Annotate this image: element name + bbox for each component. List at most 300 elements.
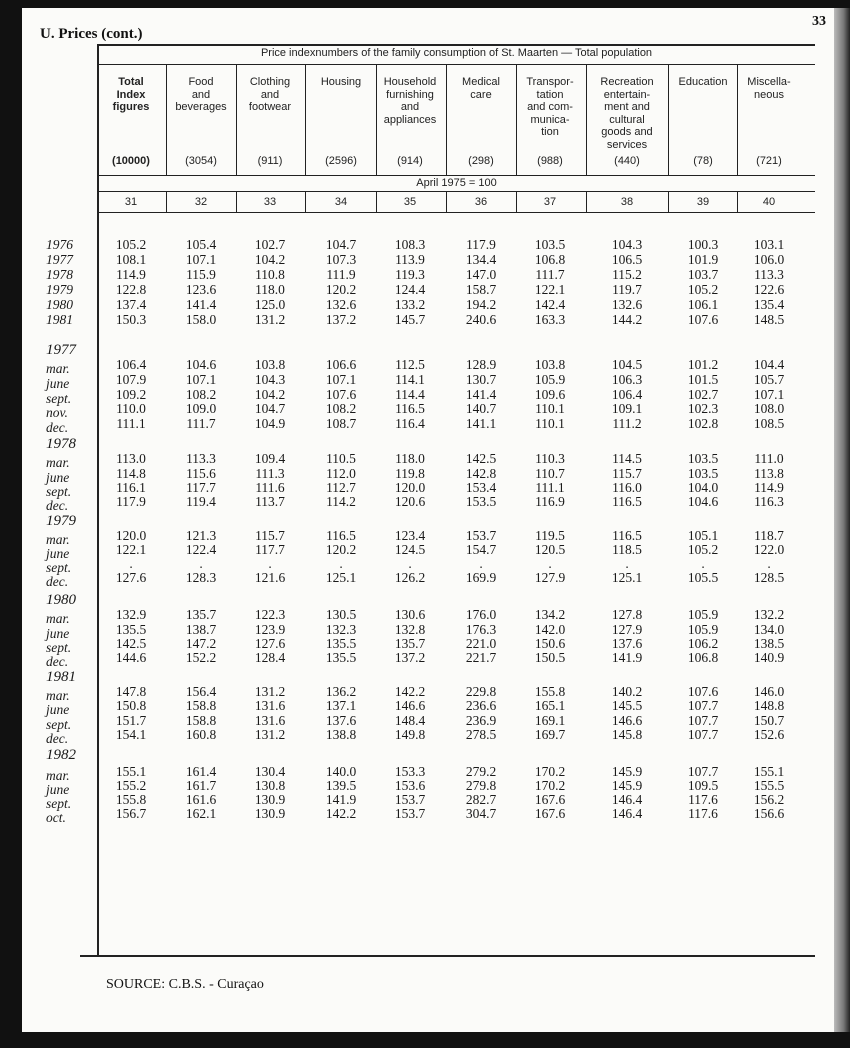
- table-cell: 130.7: [465, 372, 497, 387]
- column-header: Education: [678, 76, 728, 88]
- table-cell: 154.1: [115, 727, 147, 742]
- table-cell: 169.9: [465, 570, 497, 585]
- table-cell: 131.2: [254, 727, 286, 742]
- table-cell: 110.3: [535, 451, 565, 466]
- table-cell: 109.0: [185, 401, 217, 416]
- table-cell: 116.5: [612, 494, 642, 509]
- table-cell: 107.7: [687, 764, 719, 779]
- column-number: 37: [543, 196, 557, 208]
- table-cell: 108.0: [753, 401, 785, 416]
- table-cell: 132.2: [753, 607, 785, 622]
- table-cell: 144.2: [611, 312, 643, 327]
- table-cell: 120.2: [325, 282, 357, 297]
- table-cell: 112.5: [395, 357, 425, 372]
- column-weight: (10000): [112, 155, 150, 167]
- table-cell: 137.6: [325, 713, 357, 728]
- table-cell: 103.8: [534, 357, 566, 372]
- table-cell: .: [479, 556, 483, 571]
- table-cell: 162.1: [185, 806, 217, 821]
- table-cell: 115.9: [186, 267, 216, 282]
- table-cell: 170.2: [534, 764, 566, 779]
- table-cell: 155.8: [115, 792, 147, 807]
- column-header: Miscella- neous: [747, 76, 791, 101]
- table-cell: 103.5: [687, 451, 719, 466]
- table-cell: 142.8: [465, 466, 497, 481]
- table-cell: 113.3: [186, 451, 216, 466]
- table-cell: 110.5: [326, 451, 356, 466]
- table-cell: 156.2: [753, 792, 785, 807]
- table-cell: 121.6: [254, 570, 286, 585]
- table-cell: 114.8: [116, 466, 146, 481]
- column-divider: [586, 64, 587, 175]
- table-cell: 106.6: [325, 357, 357, 372]
- table-cell: 119.3: [395, 267, 425, 282]
- row-label: june: [46, 702, 70, 717]
- table-cell: 107.6: [687, 312, 719, 327]
- table-cell: 113.9: [395, 252, 425, 267]
- row-label: dec.: [46, 574, 69, 589]
- table-cell: 111.1: [116, 416, 146, 431]
- table-cell: 118.0: [255, 282, 285, 297]
- table-cell: 132.6: [325, 297, 357, 312]
- table-cell: 137.1: [325, 698, 357, 713]
- row-label: dec.: [46, 731, 69, 746]
- table-cell: 107.1: [185, 372, 217, 387]
- table-cell: 104.2: [254, 252, 286, 267]
- table-cell: 107.6: [687, 684, 719, 699]
- table-cell: 176.0: [465, 607, 497, 622]
- table-cell: 105.2: [687, 542, 719, 557]
- table-cell: 146.0: [753, 684, 785, 699]
- table-cell: 155.8: [534, 684, 566, 699]
- table-cell: 130.9: [254, 792, 286, 807]
- table-cell: 146.6: [611, 713, 643, 728]
- table-cell: 111.9: [326, 267, 356, 282]
- table-cell: 140.9: [753, 650, 785, 665]
- table-cell: 153.6: [394, 778, 426, 793]
- column-header: Household furnishing and appliances: [383, 76, 437, 126]
- table-cell: 221.7: [465, 650, 497, 665]
- table-cell: 117.7: [186, 480, 216, 495]
- group-year-label: 1980: [46, 592, 76, 608]
- table-cell: 102.8: [687, 416, 719, 431]
- table-cell: 169.7: [534, 727, 566, 742]
- table-cell: 113.7: [255, 494, 285, 509]
- table-cell: 116.5: [612, 528, 642, 543]
- table-cell: 125.1: [325, 570, 357, 585]
- table-cell: 140.7: [465, 401, 497, 416]
- table-cell: 107.7: [687, 698, 719, 713]
- table-cell: 102.7: [687, 387, 719, 402]
- table-cell: 146.6: [394, 698, 426, 713]
- table-cell: 160.8: [185, 727, 217, 742]
- table-cell: 119.8: [395, 466, 425, 481]
- table-cell: 109.4: [254, 451, 286, 466]
- table-cell: 103.8: [254, 357, 286, 372]
- table-cell: 110.0: [116, 401, 146, 416]
- table-cell: 117.9: [466, 237, 496, 252]
- table-cell: 153.7: [394, 792, 426, 807]
- table-cell: 111.6: [255, 480, 285, 495]
- row-label: mar.: [46, 611, 70, 626]
- table-cell: 135.7: [394, 636, 426, 651]
- section-title: U. Prices (cont.): [40, 26, 143, 42]
- table-cell: 114.2: [326, 494, 356, 509]
- table-cell: 278.5: [465, 727, 497, 742]
- row-label: june: [46, 626, 70, 641]
- table-cell: 131.2: [254, 684, 286, 699]
- table-cell: 108.1: [115, 252, 147, 267]
- table-cell: 115.7: [612, 466, 642, 481]
- column-number: 38: [620, 196, 634, 208]
- table-cell: 114.9: [116, 267, 146, 282]
- table-cell: 104.3: [611, 237, 643, 252]
- group-year-label: 1982: [46, 747, 76, 763]
- table-cell: 153.4: [465, 480, 497, 495]
- page-edge: [834, 8, 850, 1032]
- table-cell: 104.0: [687, 480, 719, 495]
- table-cell: 150.5: [534, 650, 566, 665]
- row-label: sept.: [46, 391, 72, 406]
- table-cell: 120.6: [394, 494, 426, 509]
- table-cell: 126.2: [394, 570, 426, 585]
- table-cell: 122.3: [254, 607, 286, 622]
- table-cell: 137.4: [115, 297, 147, 312]
- table-cell: 145.9: [611, 764, 643, 779]
- table-cell: 148.4: [394, 713, 426, 728]
- table-cell: 155.5: [753, 778, 785, 793]
- row-label: sept.: [46, 640, 72, 655]
- table-cell: 128.5: [753, 570, 785, 585]
- table-cell: 134.2: [534, 607, 566, 622]
- table-cell: 145.9: [611, 778, 643, 793]
- table-cell: 240.6: [465, 312, 497, 327]
- table-cell: 104.5: [611, 357, 643, 372]
- table-cell: 304.7: [465, 806, 497, 821]
- column-weight: (914): [397, 155, 423, 167]
- row-label: june: [46, 376, 70, 391]
- table-cell: 137.2: [325, 312, 357, 327]
- table-cell: 102.3: [687, 401, 719, 416]
- table-cell: 105.2: [687, 282, 719, 297]
- row-label: mar.: [46, 532, 70, 547]
- table-cell: 103.5: [687, 466, 719, 481]
- table-cell: 106.8: [687, 650, 719, 665]
- table-cell: 117.7: [255, 542, 285, 557]
- row-label: mar.: [46, 455, 70, 470]
- table-cell: .: [268, 556, 272, 571]
- table-cell: 145.5: [611, 698, 643, 713]
- table-cell: 106.1: [687, 297, 719, 312]
- table-cell: 104.7: [325, 237, 357, 252]
- table-cell: 161.7: [185, 778, 217, 793]
- table-cell: 120.5: [534, 542, 566, 557]
- column-weight: (78): [693, 155, 713, 167]
- table-cell: 141.4: [185, 297, 217, 312]
- table-cell: 116.1: [116, 480, 146, 495]
- table-cell: 127.8: [611, 607, 643, 622]
- table-cell: .: [548, 556, 552, 571]
- table-cell: 155.1: [115, 764, 147, 779]
- table-cell: 153.7: [394, 806, 426, 821]
- table-cell: 153.7: [465, 528, 497, 543]
- row-label: june: [46, 782, 70, 797]
- table-cell: 236.9: [465, 713, 497, 728]
- row-label: dec.: [46, 498, 69, 513]
- table-cell: 132.8: [394, 622, 426, 637]
- table-cell: 122.6: [753, 282, 785, 297]
- table-cell: 124.4: [394, 282, 426, 297]
- table-cell: 147.8: [115, 684, 147, 699]
- table-cell: 279.8: [465, 778, 497, 793]
- table-cell: 104.6: [185, 357, 217, 372]
- table-cell: 147.2: [185, 636, 217, 651]
- table-cell: 100.3: [687, 237, 719, 252]
- column-number: 33: [263, 196, 277, 208]
- table-cell: 130.5: [325, 607, 357, 622]
- table-cell: 105.1: [687, 528, 719, 543]
- column-header: Transpor- tation and com- munica- tion: [526, 76, 574, 138]
- table-cell: 128.3: [185, 570, 217, 585]
- table-cell: 101.5: [687, 372, 719, 387]
- row-label: mar.: [46, 768, 70, 783]
- table-cell: 119.4: [186, 494, 216, 509]
- table-cell: 142.5: [115, 636, 147, 651]
- table-cell: 279.2: [465, 764, 497, 779]
- table-cell: 109.5: [687, 778, 719, 793]
- table-cell: 107.7: [687, 727, 719, 742]
- table-cell: 282.7: [465, 792, 497, 807]
- table-cell: 113.0: [116, 451, 146, 466]
- table-cell: 122.4: [185, 542, 217, 557]
- table-cell: 114.1: [395, 372, 425, 387]
- table-cell: 156.7: [115, 806, 147, 821]
- column-divider: [586, 191, 587, 212]
- table-cell: 135.5: [115, 622, 147, 637]
- table-cell: 119.7: [612, 282, 642, 297]
- table-cell: 101.2: [687, 357, 719, 372]
- table-cell: 118.5: [612, 542, 642, 557]
- table-cell: 150.6: [534, 636, 566, 651]
- table-cell: 137.6: [611, 636, 643, 651]
- base-rule: [97, 191, 815, 192]
- table-cell: 141.1: [465, 416, 497, 431]
- table-cell: 101.9: [687, 252, 719, 267]
- caption-rule: [97, 64, 815, 65]
- table-cell: 121.3: [185, 528, 217, 543]
- page-number: 33: [812, 14, 826, 29]
- table-cell: 123.9: [254, 622, 286, 637]
- table-cell: 131.6: [254, 713, 286, 728]
- table-cell: 107.1: [325, 372, 357, 387]
- row-label: sept.: [46, 484, 72, 499]
- table-cell: 130.8: [254, 778, 286, 793]
- group-year-label: 1977: [46, 342, 76, 358]
- column-number: 32: [194, 196, 208, 208]
- table-cell: 142.2: [394, 684, 426, 699]
- table-cell: 135.5: [325, 650, 357, 665]
- row-label: mar.: [46, 361, 70, 376]
- table-cell: 109.2: [115, 387, 147, 402]
- table-cell: 114.9: [754, 480, 784, 495]
- table-cell: 111.2: [612, 416, 642, 431]
- table-cell: 122.1: [115, 542, 147, 557]
- table-cell: 127.6: [115, 570, 147, 585]
- table-cell: 105.4: [185, 237, 217, 252]
- table-top-rule: [97, 44, 815, 46]
- table-cell: 142.2: [325, 806, 357, 821]
- column-weight: (988): [537, 155, 563, 167]
- table-cell: 138.8: [325, 727, 357, 742]
- table-cell: 120.0: [394, 480, 426, 495]
- table-cell: 148.8: [753, 698, 785, 713]
- table-cell: 127.9: [611, 622, 643, 637]
- table-cell: 141.9: [325, 792, 357, 807]
- table-cell: 111.7: [535, 267, 565, 282]
- table-cell: 221.0: [465, 636, 497, 651]
- table-cell: 161.6: [185, 792, 217, 807]
- table-cell: 142.4: [534, 297, 566, 312]
- table-cell: 105.9: [687, 607, 719, 622]
- row-label: june: [46, 470, 70, 485]
- table-cell: 134.0: [753, 622, 785, 637]
- column-weight: (3054): [185, 155, 217, 167]
- table-cell: 108.5: [753, 416, 785, 431]
- table-cell: 128.4: [254, 650, 286, 665]
- table-cell: 158.8: [185, 713, 217, 728]
- table-cell: 154.7: [465, 542, 497, 557]
- row-label: dec.: [46, 654, 69, 669]
- header-rule: [97, 175, 815, 176]
- table-cell: 103.7: [687, 267, 719, 282]
- table-cell: 128.9: [465, 357, 497, 372]
- table-cell: 103.5: [534, 237, 566, 252]
- group-year-label: 1981: [46, 669, 76, 685]
- table-cell: 130.4: [254, 764, 286, 779]
- table-cell: 140.2: [611, 684, 643, 699]
- table-cell: 133.2: [394, 297, 426, 312]
- table-cell: 106.4: [115, 357, 147, 372]
- table-cell: 142.0: [534, 622, 566, 637]
- table-cell: 156.6: [753, 806, 785, 821]
- table-cell: 114.5: [612, 451, 642, 466]
- table-cell: 114.4: [395, 387, 425, 402]
- table-cell: 122.0: [753, 542, 785, 557]
- table-cell: 108.3: [394, 237, 426, 252]
- table-cell: 117.9: [116, 494, 146, 509]
- table-cell: 124.5: [394, 542, 426, 557]
- table-cell: 120.2: [325, 542, 357, 557]
- table-cell: 105.9: [687, 622, 719, 637]
- table-cell: 137.2: [394, 650, 426, 665]
- table-cell: 116.5: [395, 401, 425, 416]
- table-cell: 125.0: [254, 297, 286, 312]
- table-cell: 229.8: [465, 684, 497, 699]
- column-number: 31: [124, 196, 138, 208]
- table-cell: 147.0: [465, 267, 497, 282]
- table-cell: 104.6: [687, 494, 719, 509]
- table-cell: 146.4: [611, 806, 643, 821]
- table-cell: 107.1: [185, 252, 217, 267]
- table-cell: 111.3: [255, 466, 285, 481]
- table-cell: 106.3: [611, 372, 643, 387]
- table-cell: 155.2: [115, 778, 147, 793]
- table-cell: 151.7: [115, 713, 147, 728]
- table-cell: 139.5: [325, 778, 357, 793]
- table-cell: 107.9: [115, 372, 147, 387]
- row-label: nov.: [46, 405, 68, 420]
- table-cell: 110.1: [535, 401, 565, 416]
- table-cell: 153.3: [394, 764, 426, 779]
- table-cell: 115.2: [612, 267, 642, 282]
- table-cell: 108.7: [325, 416, 357, 431]
- table-cell: 119.5: [535, 528, 565, 543]
- table-cell: 140.0: [325, 764, 357, 779]
- column-header: Total Index figures: [112, 76, 150, 113]
- table-cell: 161.4: [185, 764, 217, 779]
- table-cell: 102.7: [254, 237, 286, 252]
- table-cell: 123.4: [394, 528, 426, 543]
- table-cell: 118.0: [395, 451, 425, 466]
- row-label: sept.: [46, 717, 72, 732]
- row-label: 1981: [46, 312, 73, 327]
- table-cell: 115.6: [186, 466, 216, 481]
- row-label: dec.: [46, 420, 69, 435]
- table-cell: 105.7: [753, 372, 785, 387]
- column-header: Clothing and footwear: [248, 76, 292, 113]
- row-label: 1976: [46, 237, 73, 252]
- table-cell: 136.2: [325, 684, 357, 699]
- table-cell: .: [625, 556, 629, 571]
- table-cell: 158.8: [185, 698, 217, 713]
- table-cell: 117.6: [688, 792, 718, 807]
- table-cell: 120.0: [115, 528, 147, 543]
- table-cell: 104.7: [254, 401, 286, 416]
- table-cell: 109.1: [611, 401, 643, 416]
- table-cell: .: [199, 556, 203, 571]
- table-cell: 148.5: [753, 312, 785, 327]
- table-cell: 108.2: [325, 401, 357, 416]
- table-cell: 145.7: [394, 312, 426, 327]
- table-cell: 104.4: [753, 357, 785, 372]
- table-cell: 106.2: [687, 636, 719, 651]
- table-cell: .: [701, 556, 705, 571]
- column-number: 34: [334, 196, 348, 208]
- table-cell: 104.2: [254, 387, 286, 402]
- table-cell: .: [408, 556, 412, 571]
- table-cell: 106.0: [753, 252, 785, 267]
- column-weight: (2596): [325, 155, 357, 167]
- table-cell: 107.3: [325, 252, 357, 267]
- table-cell: 115.7: [255, 528, 285, 543]
- table-cell: 194.2: [465, 297, 497, 312]
- column-number: 36: [474, 196, 488, 208]
- table-cell: 105.9: [534, 372, 566, 387]
- table-cell: 107.1: [753, 387, 785, 402]
- table-cell: 141.4: [465, 387, 497, 402]
- table-cell: 105.2: [115, 237, 147, 252]
- table-cell: 104.3: [254, 372, 286, 387]
- table-cell: 109.6: [534, 387, 566, 402]
- table-cell: 112.0: [326, 466, 356, 481]
- column-number-rule: [97, 212, 815, 213]
- row-label: oct.: [46, 810, 66, 825]
- table-cell: 150.3: [115, 312, 147, 327]
- table-cell: 110.7: [535, 466, 565, 481]
- table-cell: 106.8: [534, 252, 566, 267]
- table-cell: 135.5: [325, 636, 357, 651]
- table-cell: 142.5: [465, 451, 497, 466]
